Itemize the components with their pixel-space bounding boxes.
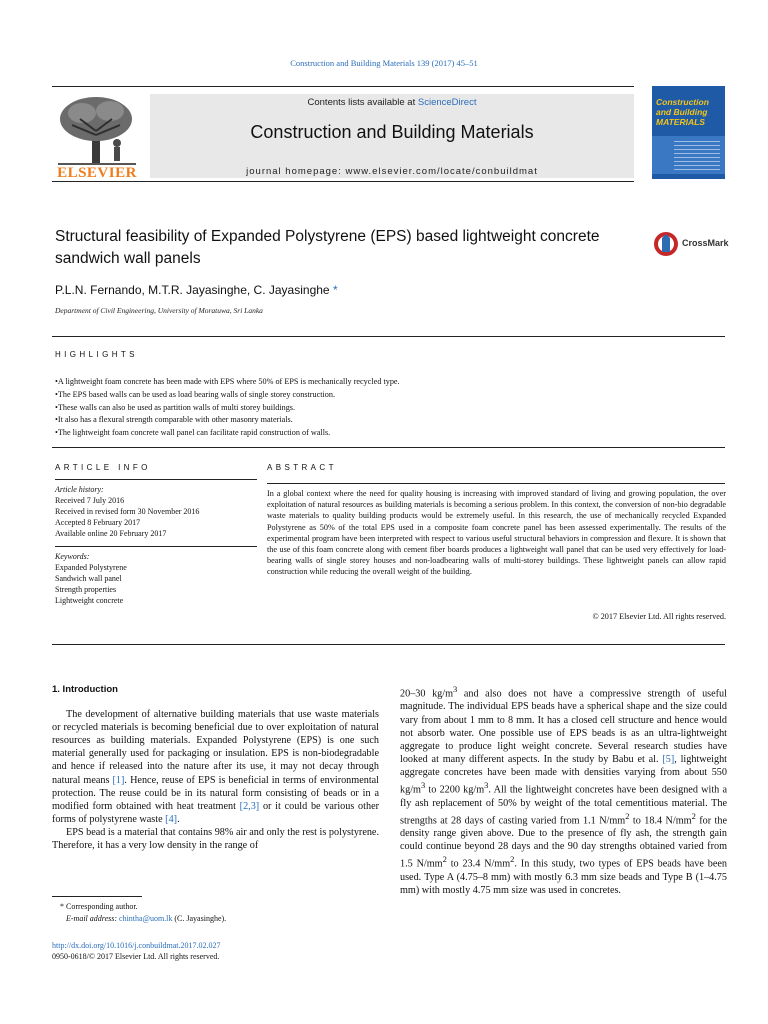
abstract-rule bbox=[267, 483, 725, 484]
email-owner: (C. Jayasinghe). bbox=[172, 913, 227, 923]
text-run: or it could be various other forms of polystyrene waste bbox=[52, 800, 379, 825]
article-info-heading: ARTICLE INFO bbox=[55, 463, 151, 472]
corresponding-author-footnote bbox=[52, 896, 379, 924]
crossmark-icon bbox=[653, 230, 679, 258]
text-run: to 18.4 N/mm bbox=[629, 815, 692, 827]
keyword: Expanded Polystyrene bbox=[55, 563, 127, 572]
text-run: and also does not have a compressive strength of useful magnitude. The individual EPS beads have a spherical shape and the size could vary from about 1 mm to 8 mm. It has a closed cell structure and hence would not absorb water. One possible use of EPS beads is as an ultra-lightweight aggregate to produce light weight concrete. Several research studies have looked at many different aspects. In the study by Babu et al. bbox=[400, 688, 727, 765]
intro-paragraph-2-cont bbox=[400, 683, 727, 897]
cover-text-lines bbox=[674, 141, 720, 171]
crossmark-badge[interactable] bbox=[653, 230, 733, 260]
author-names: P.L.N. Fernando, M.T.R. Jayasinghe, C. Jayasinghe bbox=[55, 283, 330, 297]
text-run: . All the lightweight concretes have been designed with a fly ash replacement of 50% by weight of the total cementitious material. The strengths at 28 days of casting varied from 1.1 N/mm bbox=[400, 784, 728, 827]
abstract-copyright: © 2017 Elsevier Ltd. All rights reserved. bbox=[592, 612, 726, 621]
doi-link[interactable]: http://dx.doi.org/10.1016/j.conbuildmat.2017.02.027 bbox=[52, 941, 221, 950]
highlights-top-rule bbox=[52, 336, 725, 337]
homepage-link[interactable]: www.elsevier.com/locate/conbuildmat bbox=[345, 166, 538, 177]
keyword: Strength properties bbox=[55, 585, 117, 594]
keywords-label: Keywords: bbox=[55, 552, 90, 561]
body-column-left bbox=[52, 683, 379, 852]
text-run: . In this study, two types of EPS beads have been used. Type A (4.75–8 mm) with mostly 6.3 mm size beads and Type B (1–4.75 mm) with mostly 4.75 mm size was used in concretes. bbox=[400, 858, 727, 896]
article-title: Structural feasibility of Expanded Polystyrene (EPS) based lightweight concrete sandwich wall panels bbox=[55, 228, 600, 267]
footnote-email bbox=[52, 913, 379, 925]
article-identifiers bbox=[52, 940, 379, 962]
superscript: 2 bbox=[510, 854, 515, 865]
info-top-rule bbox=[52, 447, 725, 448]
journal-cover-image[interactable] bbox=[652, 86, 725, 179]
text-run: The development of alternative building materials that use waste materials or recycled materials is becoming beneficial due to over exploitation of natural resources as building materials. Expanded Polystyrene (EPS) is one such material generally used for packaging or insulation. EPS is non-biodegradable and hence if released into the nature after its use, it may not decay through natural means bbox=[52, 709, 379, 786]
ref-link-5[interactable]: [5] bbox=[662, 753, 675, 765]
email-link[interactable]: chintha@uom.lk bbox=[119, 913, 173, 923]
corresponding-author-link[interactable]: * bbox=[332, 283, 338, 297]
superscript: 2 bbox=[691, 810, 696, 821]
history-revised: Received in revised form 30 November 2016 bbox=[55, 507, 200, 516]
abstract-text: In a global context where the need for quality housing is increasing with improved standard of living and growing population, the over exploitation of natural resources as building materials is becoming a serious problem. In this context, the conversion of non-bio degradable waste materials to quality building products would be extremely useful. In this research, the use of mechanically recycled Expanded Polystyrene as 50% of the total EPS used in a composite foam concrete panel has been assessed experimentally. The results of the experimental program have been interpreted with respect to various useful structural behaviors in compression and flexure. It is shown that the use of this foam concrete along with cement fiber boards produces a lightweight wall panel that can be used very effectively for load-bearing walls of single storey houses and non-loadbearing walls of multi-storey buildings. These lightweight panels can allow rapid construction while reducing the overall weight of the building. bbox=[267, 489, 726, 577]
list-item: • The EPS based walls can be used as load bearing walls of single storey construction. bbox=[55, 389, 725, 402]
list-item: • The lightweight foam concrete wall panel can facilitate rapid construction of walls. bbox=[55, 427, 725, 440]
info-rule bbox=[55, 546, 257, 547]
masthead bbox=[52, 86, 634, 182]
highlights-list bbox=[55, 376, 725, 440]
journal-title[interactable]: Construction and Building Materials bbox=[250, 122, 534, 142]
info-rule bbox=[55, 479, 257, 480]
cover-title: Construction and Building MATERIALS bbox=[656, 97, 709, 127]
email-label: E-mail address: bbox=[66, 913, 120, 923]
section-heading-introduction: 1. Introduction bbox=[52, 684, 118, 695]
text-run: 20–30 kg/m bbox=[400, 688, 454, 700]
elsevier-wordmark[interactable]: ELSEVIER bbox=[57, 165, 137, 181]
author-affiliation: Department of Civil Engineering, University of Moratuwa, Sri Lanka bbox=[55, 306, 263, 315]
homepage-prefix: journal homepage: bbox=[246, 166, 346, 177]
footnote-mark: * bbox=[60, 902, 64, 911]
crossmark-label: CrossMark bbox=[682, 238, 729, 248]
highlights-heading: HIGHLIGHTS bbox=[55, 350, 138, 359]
list-item: • It also has a flexural strength comparable with other masonry materials. bbox=[55, 414, 725, 427]
homepage-line bbox=[150, 166, 634, 177]
article-info bbox=[55, 487, 255, 606]
contents-line bbox=[150, 97, 634, 108]
superscript: 3 bbox=[420, 780, 426, 791]
list-item: • These walls can also be used as partition walls of multi storey buildings. bbox=[55, 402, 725, 415]
footnote-text: Corresponding author. bbox=[64, 902, 138, 911]
ref-link-1[interactable]: [1] bbox=[112, 774, 125, 786]
text-run: . bbox=[177, 813, 180, 825]
text-run: . Hence, reuse of EPS is beneficial in terms of environmental protection. The reuse could be in its natural form consisting of beads or in a modified form obtained with heat treatment bbox=[52, 774, 379, 812]
footnote-rule bbox=[52, 896, 142, 897]
superscript: 3 bbox=[453, 684, 458, 694]
ref-link-4[interactable]: [4] bbox=[165, 813, 178, 825]
history-received: Received 7 July 2016 bbox=[55, 496, 125, 505]
author-list bbox=[55, 283, 338, 297]
history-label: Article history: bbox=[55, 485, 104, 494]
text-run: to 23.4 N/mm bbox=[446, 858, 511, 870]
sciencedirect-link[interactable]: ScienceDirect bbox=[417, 97, 477, 108]
superscript: 3 bbox=[484, 780, 489, 791]
text-run: , lightweight aggregate concretes have been made with densities varying from about 550 kg/m bbox=[400, 753, 728, 796]
keyword: Sandwich wall panel bbox=[55, 574, 122, 583]
contents-prefix: Contents lists available at bbox=[307, 97, 418, 108]
journal-citation[interactable]: Construction and Building Materials 139 (2017) 45–51 bbox=[290, 58, 478, 68]
footnote-corresponding bbox=[52, 901, 379, 913]
history-online: Available online 20 February 2017 bbox=[55, 529, 167, 538]
text-run: for the density range given above. Due to the presence of fly ash, the strength gain could continue beyond 28 days and the 90 day strengths obtained varied from 1.5 N/mm bbox=[400, 815, 727, 870]
keyword: Lightweight concrete bbox=[55, 596, 124, 605]
issn-copyright: 0950-0618/© 2017 Elsevier Ltd. All rights reserved. bbox=[52, 952, 220, 961]
intro-paragraph-1 bbox=[52, 708, 379, 826]
list-item: • A lightweight foam concrete has been made with EPS where 50% of EPS is mechanically recycled type. bbox=[55, 376, 725, 389]
superscript: 2 bbox=[442, 854, 447, 865]
abstract-heading: ABSTRACT bbox=[267, 463, 337, 472]
superscript: 2 bbox=[625, 810, 630, 821]
journal-banner bbox=[150, 94, 634, 178]
ref-link-2-3[interactable]: [2,3] bbox=[239, 800, 260, 812]
body-column-right bbox=[400, 683, 727, 897]
history-accepted: Accepted 8 February 2017 bbox=[55, 518, 141, 527]
body-top-rule bbox=[52, 644, 725, 645]
intro-paragraph-2: EPS bead is a material that contains 98% air and only the rest is polystyrene. Therefore, it has a very low density in the range of bbox=[52, 826, 379, 852]
text-run: to 2200 kg/m bbox=[425, 784, 485, 796]
